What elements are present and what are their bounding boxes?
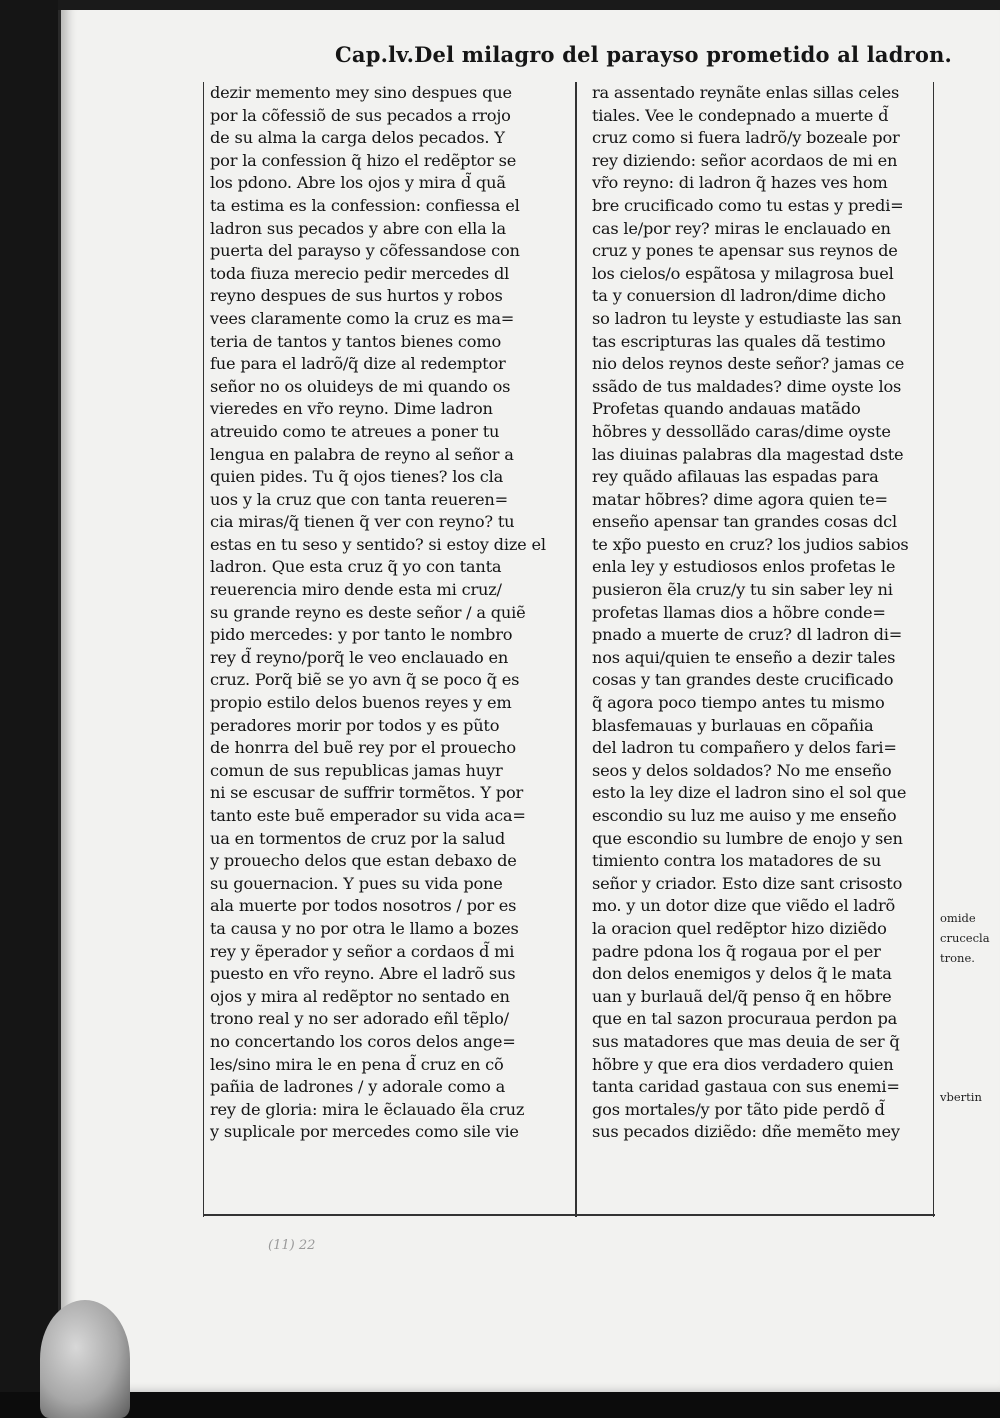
text-line: ta y conuersion dl ladron/dime dicho xyxy=(592,286,886,306)
text-line: cia miras/q̃ tienen q̃ ver con reyno? tu xyxy=(210,512,515,532)
text-line: sus matadores que mas deuia de ser q̃ xyxy=(592,1031,900,1051)
text-line: sus pecados diziẽdo: dñe memẽto mey xyxy=(592,1122,900,1142)
text-line: ni se escusar de suffrir tormẽtos. Y por xyxy=(210,783,524,803)
text-line: vieredes en vr̃o reyno. Dime ladron xyxy=(210,399,493,419)
text-line: ta causa y no por otra le llamo a bozes xyxy=(210,918,519,938)
text-line: por la cõfessiõ de sus pecados a rrojo xyxy=(210,105,511,125)
text-line: ojos y mira al redẽptor no sentado en xyxy=(210,986,510,1006)
text-line: vees claramente como la cruz es ma= xyxy=(210,308,515,328)
marginal-line: omide xyxy=(940,911,976,925)
text-line: reyno despues de sus hurtos y robos xyxy=(210,286,503,306)
text-line: blasfemauas y burlauas en cõpañia xyxy=(592,715,874,735)
text-line: cruz. Porq̃ biẽ se yo avn q̃ se poco q̃ es xyxy=(210,670,520,690)
text-line: q̃ agora poco tiempo antes tu mismo xyxy=(592,693,885,713)
text-line: cosas y tan grandes deste crucificado xyxy=(592,670,894,690)
text-line: don delos enemigos y delos q̃ le mata xyxy=(592,964,892,984)
text-line: de su alma la carga delos pecados. Y xyxy=(210,128,505,148)
text-line: la oracion quel redẽptor hizo diziẽdo xyxy=(592,918,887,938)
text-line: te xp̃o puesto en cruz? los judios sabios xyxy=(592,534,909,554)
text-line: reuerencia miro dende esta mi cruz/ xyxy=(210,580,502,600)
text-line: rey d̃ reyno/porq̃ le veo enclauado en xyxy=(210,647,509,667)
text-line: mo. y un dotor dize que viẽdo el ladrõ xyxy=(592,896,896,916)
text-line: escondio su luz me auiso y me enseño xyxy=(592,806,897,825)
text-line: puerta del parayso y cõfessandose con xyxy=(210,241,520,261)
text-line: rey quãdo afilauas las espadas para xyxy=(592,467,879,487)
text-line: tanto este buẽ emperador su vida aca= xyxy=(210,806,526,825)
text-line: del ladron tu compañero y delos fari= xyxy=(592,738,897,758)
text-line: y suplicale por mercedes como sile vie xyxy=(210,1122,519,1142)
text-line: y prouecho delos que estan debaxo de xyxy=(210,851,517,871)
text-line: los cielos/o espãtosa y milagrosa buel xyxy=(592,263,894,283)
text-line: timiento contra los matadores de su xyxy=(592,851,882,871)
text-line: hõbre y que era dios verdadero quien xyxy=(592,1054,894,1074)
text-line: propio estilo delos buenos reyes y em xyxy=(210,693,512,713)
text-line: rey de gloria: mira le ẽclauado ẽla cruz xyxy=(210,1099,525,1119)
text-line: rey diziendo: señor acordaos de mi en xyxy=(592,150,898,170)
text-line: toda fiuza merecio pedir mercedes dl xyxy=(210,263,510,283)
text-line: ua en tormentos de cruz por la salud xyxy=(210,828,506,848)
text-line: que escondio su lumbre de enojo y sen xyxy=(592,828,903,848)
text-line: uan y burlauã del/q̃ penso q̃ en hõbre xyxy=(592,986,892,1006)
text-line: que en tal sazon procuraua perdon pa xyxy=(592,1009,898,1029)
text-line: enla ley y estudiosos enlos profetas le xyxy=(592,557,896,577)
text-line: ta estima es la confession: confiessa el xyxy=(210,195,520,215)
text-line: esto la ley dize el ladron sino el sol que xyxy=(592,783,907,803)
text-line: tas escripturas las quales dã testimo xyxy=(592,331,886,351)
marginal-line: crucecla xyxy=(940,931,990,945)
thumb-image xyxy=(40,1300,130,1418)
text-line: hõbres y dessollãdo caras/dime oyste xyxy=(592,421,891,441)
text-line: señor y criador. Esto dize sant crisosto xyxy=(592,873,903,893)
text-line: las diuinas palabras dla magestad dste xyxy=(592,444,904,464)
text-line: padre pdona los q̃ rogaua por el per xyxy=(592,941,881,961)
text-line: tiales. Vee le condepnado a muerte d̃ xyxy=(592,105,889,125)
text-line: ladron sus pecados y abre con ella la xyxy=(210,218,506,238)
text-line: teria de tantos y tantos bienes como xyxy=(210,331,502,351)
left-column xyxy=(203,82,573,1217)
text-line: lengua en palabra de reyno al señor a xyxy=(210,444,514,464)
running-head: Cap.lv.Del milagro del parayso prometido al ladron. xyxy=(335,42,953,67)
text-line: so ladron tu leyste y estudiaste las san xyxy=(592,308,902,328)
text-line: señor no os oluideys de mi quando os xyxy=(210,376,511,396)
text-line: vr̃o reyno: di ladron q̃ hazes ves hom xyxy=(592,173,888,193)
text-line: pañia de ladrones / y adorale como a xyxy=(210,1077,506,1097)
text-line: seos y delos soldados? No me enseño xyxy=(592,760,892,780)
text-line: ladron. Que esta cruz q̃ yo con tanta xyxy=(210,557,502,577)
text-line: trono real y no ser adorado eñl tẽplo/ xyxy=(210,1009,509,1029)
text-line: bre crucificado como tu estas y predi= xyxy=(592,195,904,215)
text-line: cas le/por rey? miras le enclauado en xyxy=(592,218,891,238)
marginal-note xyxy=(940,908,1000,968)
text-line: peradores morir por todos y es pũto xyxy=(210,715,500,735)
text-line: ra assentado reynãte enlas sillas celes xyxy=(592,83,900,102)
text-line: dezir memento mey sino despues que xyxy=(210,83,512,102)
text-line: matar hõbres? dime agora quien te= xyxy=(592,489,888,509)
text-line: los pdono. Abre los ojos y mira d̃ quã xyxy=(210,173,506,193)
text-line: rey y ẽperador y señor a cordaos d̃ mi xyxy=(210,941,515,961)
text-line: ssãdo de tus maldades? dime oyste los xyxy=(592,376,902,396)
text-line: cruz como si fuera ladrõ/y bozeale por xyxy=(592,128,900,148)
marginal-line: trone. xyxy=(940,951,975,965)
text-line: fue para el ladrõ/q̃ dize al redemptor xyxy=(210,354,506,374)
text-line: tanta caridad gastaua con sus enemi= xyxy=(592,1077,900,1097)
bottom-shadow xyxy=(0,1392,1000,1418)
text-line: puesto en vr̃o reyno. Abre el ladrõ sus xyxy=(210,964,516,984)
text-line: de honrra del buẽ rey por el prouecho xyxy=(210,738,516,758)
text-line: pusieron ẽla cruz/y tu sin saber ley ni xyxy=(592,580,893,600)
marginal-note-2: vbertin xyxy=(940,1090,982,1104)
text-line: su gouernacion. Y pues su vida pone xyxy=(210,873,503,893)
text-line: pido mercedes: y por tanto le nombro xyxy=(210,625,513,645)
text-line: pnado a muerte de cruz? dl ladron di= xyxy=(592,625,903,645)
shelfmark: (11) 22 xyxy=(268,1238,316,1253)
top-shadow xyxy=(58,0,1000,10)
text-line: estas en tu seso y sentido? si estoy dize el xyxy=(210,534,546,554)
text-line: enseño apensar tan grandes cosas dcl xyxy=(592,512,897,532)
text-line: comun de sus republicas jamas huyr xyxy=(210,760,503,780)
text-line: les/sino mira le en pena d̃ cruz en cõ xyxy=(210,1054,504,1074)
text-line: nio delos reynos deste señor? jamas ce xyxy=(592,354,905,374)
text-line: no concertando los coros delos ange= xyxy=(210,1031,516,1051)
text-line: por la confession q̃ hizo el redẽptor se xyxy=(210,150,517,170)
bottom-rule xyxy=(203,1214,935,1216)
text-line: ala muerte por todos nosotros / por es xyxy=(210,896,517,916)
text-line: uos y la cruz que con tanta reueren= xyxy=(210,489,508,509)
text-line: su grande reyno es deste señor / a quiẽ xyxy=(210,602,526,622)
text-line: quien pides. Tu q̃ ojos tienes? los cla xyxy=(210,467,504,487)
right-column xyxy=(586,82,934,1217)
text-line: cruz y pones te apensar sus reynos de xyxy=(592,241,898,261)
text-line: Profetas quando andauas matãdo xyxy=(592,399,861,419)
text-line: atreuido como te atreues a poner tu xyxy=(210,421,500,441)
text-line: profetas llamas dios a hõbre conde= xyxy=(592,602,886,622)
column-divider xyxy=(575,82,577,1217)
text-line: nos aqui/quien te enseño a dezir tales xyxy=(592,647,896,667)
text-line: gos mortales/y por tãto pide perdõ d̃ xyxy=(592,1099,885,1119)
